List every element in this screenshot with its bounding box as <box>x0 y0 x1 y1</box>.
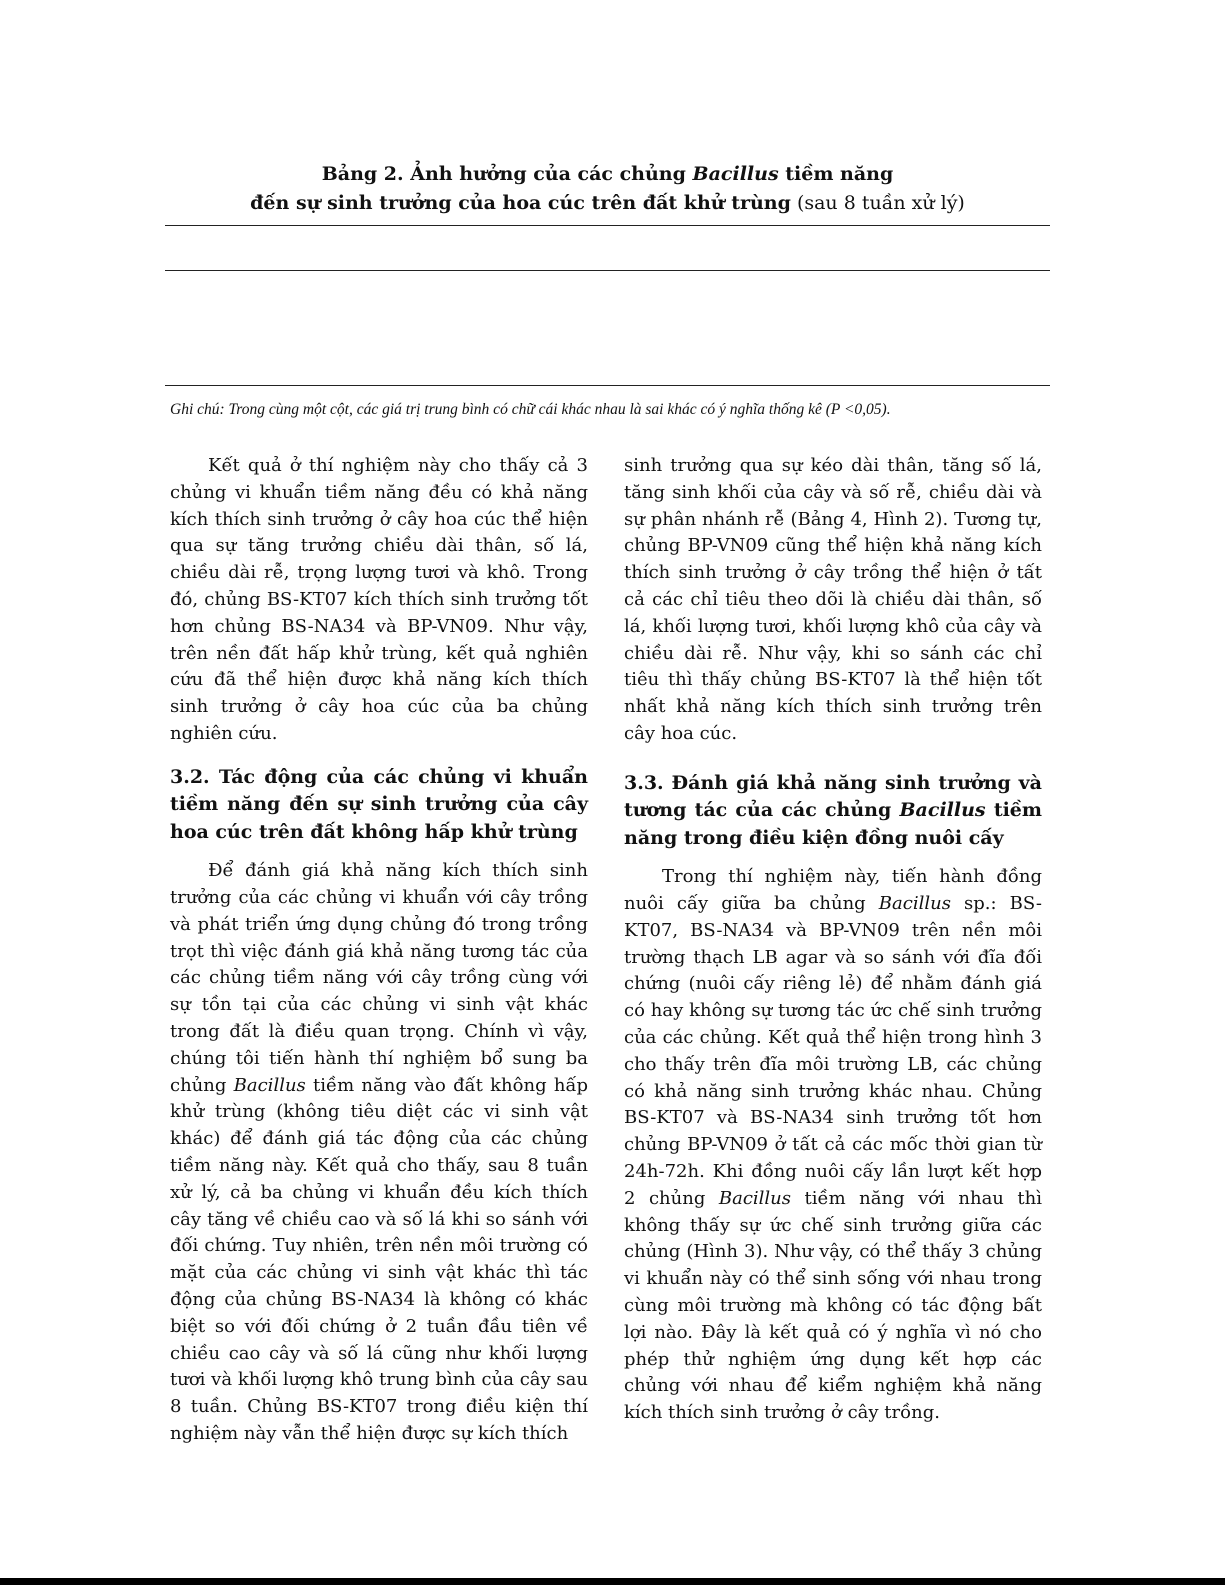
page-bottom-bar <box>0 1578 1225 1585</box>
table-note: Ghi chú: Trong cùng một cột, các giá trị trung bình có chữ cái khác nhau là sai khác có ý nghĩa thống kê (P <0,05). <box>170 401 891 418</box>
table-bottom-rule <box>165 385 1050 386</box>
table-header-rule <box>165 270 1050 271</box>
body-paragraph: Trong thí nghiệm này, tiến hành đồng nuôi cấy giữa ba chủng Bacillus sp.: BS-KT07, BS-NA34 và BP-VN09 trên nền môi trường thạch LB agar và so sánh với đĩa đối chứng (nuôi cấy riêng lẻ) để nhằm đánh giá có hay không sự tương tác ức chế sinh trưởng của các chủng. Kết quả thể hiện trong hình 3 cho thấy trên đĩa môi trường LB, các chủng có khả năng sinh trưởng khác nhau. Chủng BS-KT07 và BS-NA34 sinh trưởng tốt hơn chủng BP-VN09 ở tất cả các mốc thời gian từ 24h-72h. Khi đồng nuôi cấy lần lượt kết hợp 2 chủng Bacillus tiềm năng với nhau thì không thấy sự ức chế sinh trưởng giữa các chủng (Hình 3). Như vậy, có thể thấy 3 chủng vi khuẩn này có thể sinh sống với nhau trong cùng môi trường mà không có tác động bất lợi nào. Đây là kết quả có ý nghĩa vì nó cho phép thử nghiệm ứng dụng kết hợp các chủng với nhau để kiểm nghiệm khả năng kích thích sinh trưởng ở cây trồng. <box>624 866 1042 1424</box>
body-paragraph: sinh trưởng qua sự kéo dài thân, tăng số lá, tăng sinh khối của cây và số rễ, chiều dài và sự phân nhánh rễ (Bảng 4, Hình 2). Tương tự, chủng BP-VN09 cũng thể hiện khả năng kích thích sinh trưởng ở cây trồng thể hiện ở tất cả các chỉ tiêu theo dõi là chiều dài thân, số lá, khối lượng tươi, khối lượng khô của cây và chiều dài rễ. Như vậy, khi so sánh các chỉ tiêu thì thấy chủng BS-KT07 là thể hiện tốt nhất khả năng kích thích sinh trưởng trên cây hoa cúc. <box>624 455 1042 744</box>
section-heading-3-3: 3.3. Đánh giá khả năng sinh trưởng và tương tác của các chủng Bacillus tiềm năng trong điều kiện đồng nuôi cấy <box>624 771 1043 849</box>
right-column <box>624 453 1042 1427</box>
table-top-rule <box>165 225 1050 226</box>
section-heading-3-2: 3.2. Tác động của các chủng vi khuẩn tiềm năng đến sự sinh trưởng của cây hoa cúc trên đất không hấp khử trùng <box>170 765 588 843</box>
left-column <box>170 453 588 1448</box>
table-caption-line-2: đến sự sinh trưởng của hoa cúc trên đất khử trùng (sau 8 tuần xử lý) <box>250 192 965 214</box>
table-caption-line-1: Bảng 2. Ảnh hưởng của các chủng Bacillus tiềm năng <box>321 163 894 185</box>
table-caption <box>165 160 1050 218</box>
body-paragraph: Kết quả ở thí nghiệm này cho thấy cả 3 chủng vi khuẩn tiềm năng đều có khả năng kích thích sinh trưởng ở cây hoa cúc thể hiện qua sự tăng trưởng chiều dài thân, số lá, chiều dài rễ, trọng lượng tươi và khô. Trong đó, chủng BS-KT07 kích thích sinh trưởng tốt hơn chủng BS-NA34 và BP-VN09. Như vậy, trên nền đất hấp khử trùng, kết quả nghiên cứu đã thể hiện được khả năng kích thích sinh trưởng ở cây hoa cúc của ba chủng nghiên cứu. <box>170 455 588 744</box>
body-paragraph: Để đánh giá khả năng kích thích sinh trưởng của các chủng vi khuẩn với cây trồng và phát triển ứng dụng chủng đó trong trồng trọt thì việc đánh giá khả năng tương tác của các chủng tiềm năng với cây trồng cùng với sự tồn tại của các chủng vi sinh vật khác trong đất là điều quan trọng. Chính vì vậy, chúng tôi tiến hành thí nghiệm bổ sung ba chủng Bacillus tiềm năng vào đất không hấp khử trùng (không tiêu diệt các vi sinh vật khác) để đánh giá tác động của các chủng tiềm năng này. Kết quả cho thấy, sau 8 tuần xử lý, cả ba chủng vi khuẩn đều kích thích cây tăng về chiều cao và số lá khi so sánh với đối chứng. Tuy nhiên, trên nền môi trường có mặt của các chủng vi sinh vật khác thì tác động của chủng BS-NA34 là không có khác biệt so với đối chứng ở 2 tuần đầu tiên về chiều cao cây và số lá cũng như khối lượng tươi và khối lượng khô trung bình của cây sau 8 tuần. Chủng BS-KT07 trong điều kiện thí nghiệm này vẫn thể hiện được sự kích thích <box>170 860 588 1444</box>
